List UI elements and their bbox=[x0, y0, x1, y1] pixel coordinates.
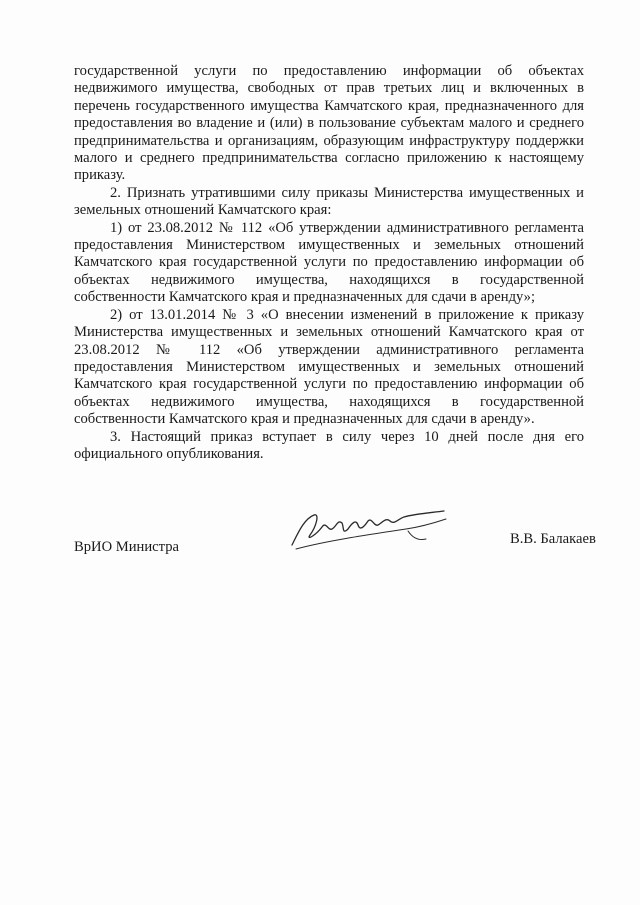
signatory-title: ВрИО Министра bbox=[74, 539, 179, 555]
paragraph-item-3: 3. Настоящий приказ вступает в силу через 10 дней после дня его официального опубликования. bbox=[74, 428, 584, 462]
signature-block bbox=[74, 505, 634, 565]
handwritten-signature bbox=[286, 505, 456, 553]
paragraph-subitem-2: 2) от 13.01.2014 № 3 «О внесении изменений в приложение к приказу Министерства имущественных и земельных отношений Камчатского края от 23.08.2012 № 112 «Об утверждении административного регламента предоставления Министерством имущественных и земельных отношений Камчатского края государственной услуги по предоставлению информации об объектах недвижимого имущества, находящихся в государственной собственности Камчатского края и предназначенных для сдачи в аренду». bbox=[74, 306, 584, 428]
paragraph-subitem-1: 1) от 23.08.2012 № 112 «Об утверждении административного регламента предоставления Министерством имущественных и земельных отношений Камчатского края государственной услуги по предоставлению информации об объектах недвижимого имущества, находящихся в государственной собственности Камчатского края и предназначенных для сдачи в аренду»; bbox=[74, 219, 584, 306]
paragraph-item-2: 2. Признать утратившими силу приказы Министерства имущественных и земельных отношений Камчатского края: bbox=[74, 184, 584, 219]
document-body bbox=[74, 63, 584, 463]
paragraph-continuation: государственной услуги по предоставлению информации об объектах недвижимого имущества, свободных от прав третьих лиц и включенных в перечень государственного имущества Камчатского края, предназначенного для предоставления во владение и (или) в пользование субъектам малого и среднего предпринимательства и организациям, образующим инфраструктуру поддержки малого и среднего предпринимательства согласно приложению к настоящему приказу. bbox=[74, 63, 584, 184]
signatory-name: В.В. Балакаев bbox=[510, 531, 596, 547]
